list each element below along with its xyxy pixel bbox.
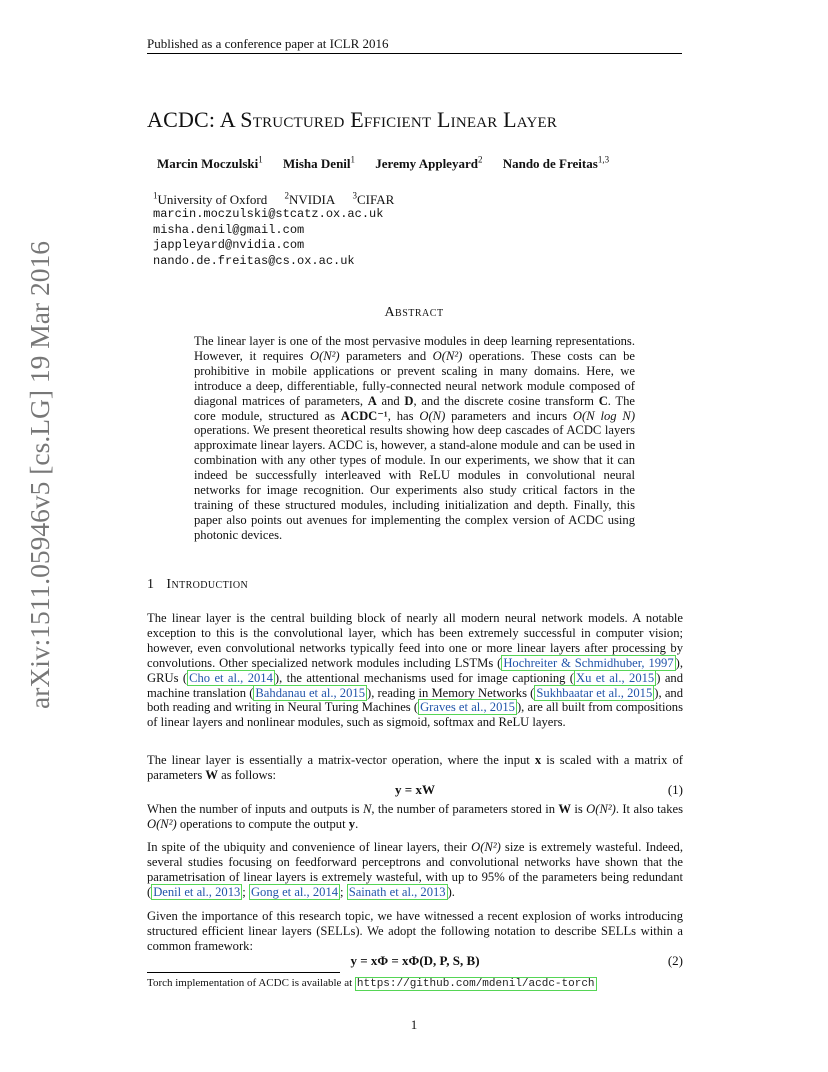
affiliation: $^3$CIFAR <box>352 191 395 208</box>
email[interactable]: misha.denil@gmail.com <box>153 222 305 237</box>
email[interactable]: nando.de.freitas@cs.ox.ac.uk <box>153 253 355 268</box>
equation-expression: y = xW <box>395 782 435 797</box>
citation-link[interactable]: Graves et al., 2015 <box>420 700 515 715</box>
running-header: Published as a conference paper at ICLR 2016 <box>147 36 389 51</box>
affiliations <box>153 191 408 208</box>
author: Nando de Freitas$^{1,3}$ <box>502 155 610 172</box>
citation-link[interactable]: Cho et al., 2014 <box>189 670 273 685</box>
email-list <box>153 207 383 269</box>
section-heading: 1 Introduction <box>147 577 249 592</box>
intro-paragraph-3: When the number of inputs and outputs is N, the number of parameters stored in W is O(N²). It also takes O(N²) operations to compute the output y. <box>147 802 683 831</box>
citation-link[interactable]: Gong et al., 2014 <box>250 884 339 899</box>
author-list <box>157 155 626 172</box>
affiliation: $^2$NVIDIA <box>284 191 336 208</box>
author: Marcin Moczulski$^1$ <box>157 155 263 172</box>
citation-link[interactable]: Sainath et al., 2013 <box>348 884 446 899</box>
abstract-heading: Abstract <box>384 305 444 320</box>
equation-number: (1) <box>667 782 683 797</box>
paper-title: ACDC: A Structured Efficient Linear Layer <box>147 107 558 132</box>
citation-link[interactable]: Bahdanau et al., 2015 <box>255 685 365 700</box>
header-rule <box>147 53 682 54</box>
author: Misha Denil$^1$ <box>282 155 356 172</box>
footnote-rule <box>147 972 340 973</box>
citation-link[interactable]: Denil et al., 2013 <box>153 884 241 899</box>
intro-paragraph-4: In spite of the ubiquity and convenience of linear layers, their O(N²) size is extremely wasteful. Indeed, several studies focusing on feedforward perceptrons and convolutional networks have shown that the parametrisation of linear layers is extremely wasteful, with up to 95% of the parameters being redundant ( Denil et al., 2013 ; Gong et al., 2014 ; Sainath et al., 2013 ). <box>147 840 683 899</box>
page-number: 1 <box>410 1017 418 1032</box>
intro-paragraph-5: Given the importance of this research topic, we have witnessed a recent explosion of works introducing structured efficient linear layers (SELLs). We adopt the following notation to describe SELLs within a common framework: <box>147 909 683 953</box>
citation-link[interactable]: Sukhbaatar et al., 2015 <box>536 685 653 700</box>
citation-link[interactable]: Hochreiter & Schmidhuber, 1997 <box>503 655 674 670</box>
affiliation: $^1$University of Oxford <box>153 191 268 208</box>
repo-link[interactable]: https://github.com/mdenil/acdc-torch <box>356 978 595 990</box>
abstract-body: The linear layer is one of the most pervasive modules in deep learning representations. However, it requires O(N²) parameters and O(N²) operations. These costs can be prohibitive in mobile applications or prevent scaling in many domains. Here, we introduce a deep, differentiable, fully-connected neural network module composed of diagonal matrices of parameters, A and D, and the discrete cosine transform C. The core module, structured as ACDC⁻¹, has O(N) parameters and incurs O(N log N) operations. We present theoretical results showing how deep cascades of ACDC layers approximate linear layers. ACDC is, however, a stand-alone module and can be used in combination with any other types of module. In our experiments, we show that it can indeed be successfully interleaved with ReLU modules in convolutional neural networks for image recognition. Our experiments also study critical factors in the training of these structured modules, including initialization and depth. Finally, this paper also points out avenues for implementing the complex version of ACDC using photonic devices. <box>194 334 636 542</box>
citation-link[interactable]: Xu et al., 2015 <box>576 670 655 685</box>
intro-paragraph-1: The linear layer is the central building block of nearly all modern neural network models. A notable exception to this is the convolutional layer, which has been extremely successful in computer vision; however, even convolutional networks typically feed into one or more linear layers after processing by convolutions. Other specialized network modules including LSTMs ( Hochreiter & Schmidhuber, 1997 ), GRUs ( Cho et al., 2014 ), the attentional mechanisms used for image captioning ( Xu et al., 2015 ) and machine translation ( Bahdanau et al., 2015 ), reading in Memory Networks ( Sukhbaatar et al., 2015 ), and both reading and writing in Neural Turing Machines ( Graves et al., 2015 ), are all built from compositions of linear layers and nonlinear modules, such as sigmoid, softmax and ReLU layers. <box>147 611 683 730</box>
footnote: Torch implementation of ACDC is available at https://github.com/mdenil/acdc-torch <box>147 977 595 990</box>
equation-expression: y = xΦ = xΦ(D, P, S, B) <box>350 953 480 968</box>
intro-paragraph-2: The linear layer is essentially a matrix-vector operation, where the input x is scaled with a matrix of parameters W as follows: <box>147 753 683 782</box>
equation-number: (2) <box>667 953 683 968</box>
author: Jeremy Appleyard$^2$ <box>375 155 483 172</box>
email[interactable]: jappleyard@nvidia.com <box>153 238 305 252</box>
arxiv-id: arXiv:1511.05946v5 [cs.LG] 19 Mar 2016 <box>24 241 55 709</box>
email[interactable]: marcin.moczulski@stcatz.ox.ac.uk <box>153 207 384 221</box>
